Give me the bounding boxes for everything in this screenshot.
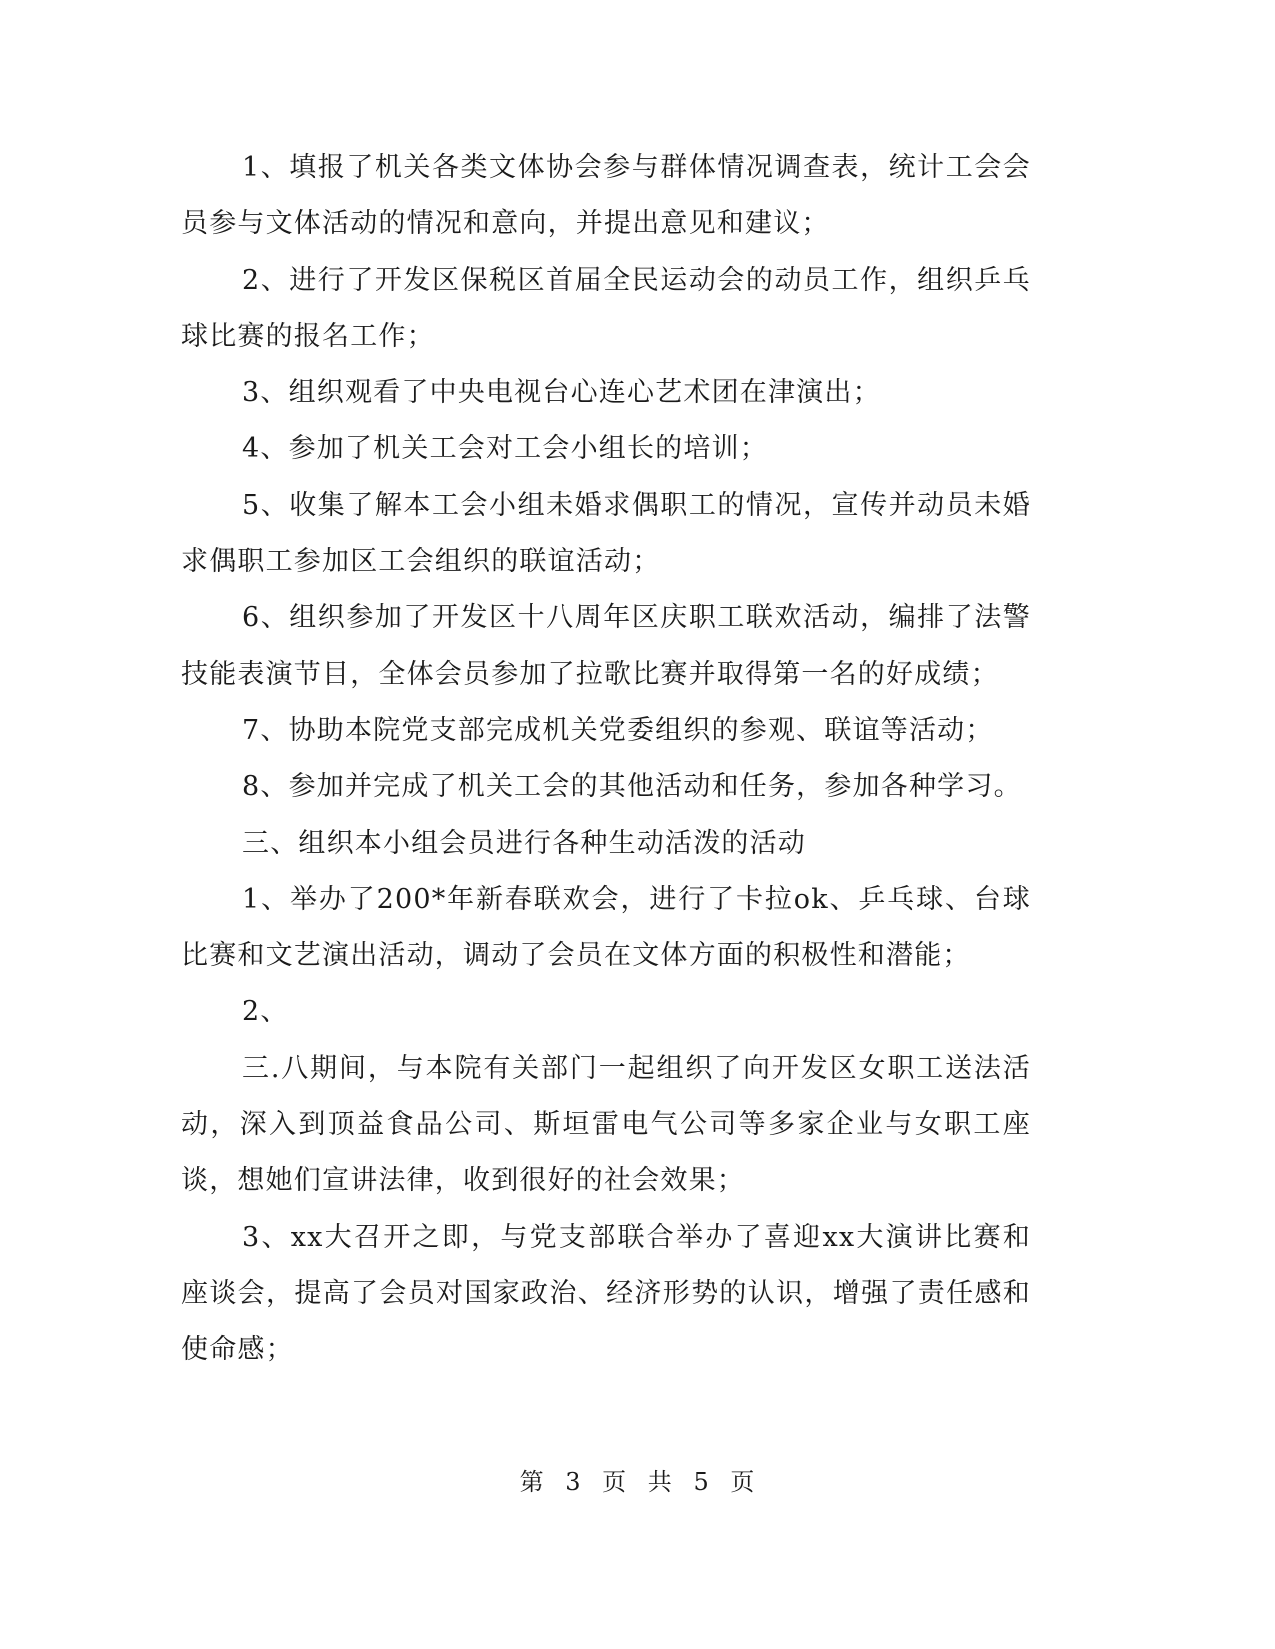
paragraph-activity-2: 2、 [242, 996, 289, 1028]
paragraph-item-3: 3、组织观看了中央电视台心连心艺术团在津演出； [242, 377, 881, 409]
paragraph-item-1: 1、填报了机关各类文体协会参与群体情况调查表，统计工会会员参与文体活动的情况和意向，并提出意见和建议； [181, 152, 1031, 240]
paragraph-item-4: 4、参加了机关工会对工会小组长的培训； [242, 433, 768, 465]
paragraph-item-8: 8、参加并完成了机关工会的其他活动和任务，参加各种学习。 [242, 771, 1022, 803]
paragraph-item-5: 5、收集了解本工会小组未婚求偶职工的情况，宣传并动员未婚求偶职工参加区工会组织的联谊活动； [181, 489, 1031, 578]
paragraph-item-7: 7、协助本院党支部完成机关党委组织的参观、联谊等活动； [242, 714, 994, 746]
page-number-footer: 第 3 页 共 5 页 [519, 1468, 756, 1496]
paragraph-activity-1: 1、举办了200*年新春联欢会，进行了卡拉ok、乒乓球、台球比赛和文艺演出活动，调动了会员在文体方面的积极性和潜能； [181, 883, 1031, 972]
document-body [181, 140, 1031, 1379]
section-heading: 三、组织本小组会员进行各种生动活泼的活动 [242, 827, 806, 859]
paragraph-item-2: 2、进行了开发区保税区首届全民运动会的动员工作，组织乒乓球比赛的报名工作； [181, 264, 1031, 352]
paragraph-item-6: 6、组织参加了开发区十八周年区庆职工联欢活动，编排了法警技能表演节目，全体会员参加了拉歌比赛并取得第一名的好成绩； [181, 602, 1031, 690]
paragraph-activity-3: 3、xx大召开之即，与党支部联合举办了喜迎xx大演讲比赛和座谈会，提高了会员对国家政治、经济形势的认识，增强了责任感和使命感； [181, 1221, 1031, 1366]
paragraph-womens-day: 三.八期间，与本院有关部门一起组织了向开发区女职工送法活动，深入到顶益食品公司、斯垣雷电气公司等多家企业与女职工座谈，想她们宣讲法律，收到很好的社会效果； [181, 1052, 1031, 1197]
